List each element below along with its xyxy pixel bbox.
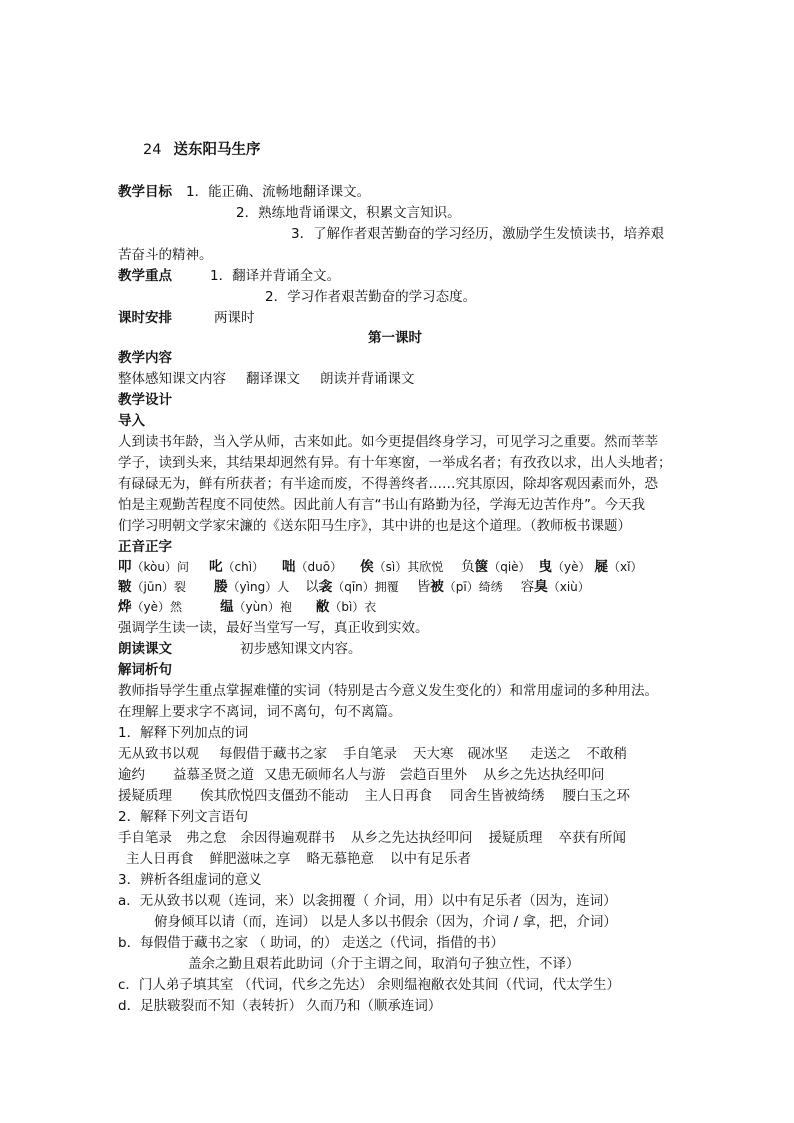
keypoint-1: 1．翻译并背诵全文。 xyxy=(210,268,341,284)
keypoints-label: 教学重点 xyxy=(118,268,172,284)
phrase: 又患无硕师名人与游 xyxy=(264,767,386,783)
phrase: 余因得遍观群书 xyxy=(240,830,335,846)
question-2: 2．解释下列文言语句 xyxy=(118,809,249,825)
pron-item: 屣（xǐ） xyxy=(594,559,643,575)
pron-item: 叩（kòu）问 xyxy=(118,559,189,575)
objectives-label: 教学目标 xyxy=(118,184,172,200)
content-heading: 教学内容 xyxy=(118,350,172,366)
objective-3-cont: 苦奋斗的精神。 xyxy=(118,247,213,263)
design-heading: 教学设计 xyxy=(118,392,172,408)
content-items xyxy=(118,369,415,390)
reading-value: 初步感知课文内容。 xyxy=(240,641,362,657)
phrase: 逾约 xyxy=(118,767,145,783)
pronunciation-row-1 xyxy=(118,557,642,578)
first-lesson-heading: 第一课时 xyxy=(368,330,422,346)
phrase: 援疑质理 xyxy=(118,788,172,804)
phrase: 尝趋百里外 xyxy=(399,767,467,783)
reading-label: 朗读课文 xyxy=(118,641,172,657)
phrase: 俟其欣悦四支僵劲不能动 xyxy=(200,788,349,804)
intro-line: 怕是主观勤苦程度不同使然。因此前人有言“书山有路勤为径，学海无边苦作舟”。今天我 xyxy=(118,497,645,513)
pron-item: 以衾（qīn）拥覆 xyxy=(305,579,399,595)
pron-item: 俟（sì）其欣悦 xyxy=(360,559,444,575)
schedule-label: 课时安排 xyxy=(118,310,172,326)
phrase: 同舍生皆被绮绣 xyxy=(450,788,545,804)
phrase: 手自笔录 xyxy=(343,746,397,762)
question-3: 3．辨析各组虚词的意义 xyxy=(118,872,262,888)
phrase: 主人日再食 xyxy=(126,851,194,867)
pron-item: 叱（chì） xyxy=(208,559,265,575)
phrase: 走送之 xyxy=(530,746,571,762)
phrase: 不敢稍 xyxy=(586,746,627,762)
intro-line: 们学习明朝文学家宋濂的《送东阳马生序》，其中讲的也是这个道理。（教师板书课题） xyxy=(118,518,631,534)
intro-line: 学子，读到头来，其结果却迥然有异。有十年寒窗，一举成名者；有孜孜以求，出人头地者； xyxy=(118,455,672,471)
pron-item: 咄（duō） xyxy=(282,559,343,575)
pronunciation-row-2 xyxy=(118,577,590,598)
analysis-desc-1: 教师指导学生重点掌握难懂的实词（特别是古今意义发生变化的）和常用虚词的多种用法。 xyxy=(118,683,658,699)
phrase: 腰白玉之环 xyxy=(562,788,630,804)
q2-row-2 xyxy=(126,849,471,870)
phrase: 鲜肥滋味之享 xyxy=(209,851,291,867)
pron-item: 皆被（pī）绮绣 xyxy=(416,579,503,595)
content-item: 翻译课文 xyxy=(246,371,300,387)
intro-heading: 导入 xyxy=(118,413,145,429)
pron-item: 缊（yùn）袍 xyxy=(220,599,292,615)
phrase: 略无慕艳意 xyxy=(306,851,374,867)
phrase: 无从致书以观 xyxy=(118,746,199,762)
phrase: 卒获有所闻 xyxy=(558,830,626,846)
question-1: 1．解释下列加点的词 xyxy=(118,725,249,741)
analysis-desc-2: 在理解上要求字不离词，词不离句，句不离篇。 xyxy=(118,704,402,720)
phrase: 每假借于藏书之家 xyxy=(219,746,327,762)
phrase: 弗之怠 xyxy=(186,830,227,846)
lesson-number: 24 xyxy=(143,142,162,158)
q1-row-2 xyxy=(118,765,605,786)
q3-line: 俯身倾耳以请（而，连词） 以是人多以书假余（因为，介词 / 拿，把，介词） xyxy=(154,914,617,930)
phrase: 益慕圣贤之道 xyxy=(173,767,254,783)
pron-item: 烨（yè）然 xyxy=(118,599,182,615)
lesson-title xyxy=(143,140,260,161)
q1-row-3 xyxy=(118,786,630,807)
content-item: 整体感知课文内容 xyxy=(118,371,226,387)
phrase: 从乡之先达执经叩问 xyxy=(483,767,605,783)
phrase: 援疑质理 xyxy=(488,830,543,846)
intro-line: 有碌碌无为，鲜有所获者；有半途而废，不得善终者……究其原因，除却客观因素而外，恐 xyxy=(118,476,658,492)
content-item: 朗读并背诵课文 xyxy=(320,371,415,387)
pronunciation-row-3 xyxy=(118,597,376,618)
intro-line: 人到读书年龄，当入学从师，古来如此。如今更提倡终身学习，可见学习之重要。然而莘莘 xyxy=(118,434,658,450)
q3-line: c．门人弟子填其室 （代词，代乡之先达） 余则缊袍敝衣处其间（代词，代太学生） xyxy=(118,977,621,993)
phrase: 以中有足乐者 xyxy=(390,851,471,867)
pron-item: 敝（bì）衣 xyxy=(315,599,377,615)
phrase: 天大寒 xyxy=(413,746,454,762)
schedule-value: 两课时 xyxy=(214,310,255,326)
pron-item: 媵（yìng）人 xyxy=(214,579,290,595)
q3-line: a．无从致书以观（连词，来）以衾拥覆（ 介词，用）以中有足乐者（因为，连词） xyxy=(118,893,617,909)
objective-3: 3．了解作者艰苦勤奋的学习经历，激励学生发愤读书，培养艰 xyxy=(291,226,665,242)
phrase: 从乡之先达执经叩问 xyxy=(351,830,473,846)
phrase: 砚冰坚 xyxy=(467,746,508,762)
keypoint-2: 2．学习作者艰苦勤奋的学习态度。 xyxy=(265,289,477,305)
q3-line: b．每假借于藏书之家 （ 助词，的） 走送之（代词，指借的书） xyxy=(118,935,504,951)
objective-1: 1．能正确、流畅地翻译课文。 xyxy=(186,184,371,200)
reading-line xyxy=(118,639,362,660)
pron-item: 容臭（xiù） xyxy=(520,579,590,595)
pron-item: 皲（jūn）裂 xyxy=(118,579,187,595)
q3-line: d．足肤皲裂而不知（表转折） 久而乃和（顺承连词） xyxy=(118,998,442,1014)
pron-item: 曳（yè） xyxy=(538,559,591,575)
q2-row-1 xyxy=(118,828,626,849)
pron-item: 负箧（qiè） xyxy=(461,559,531,575)
phrase: 手自笔录 xyxy=(118,830,172,846)
objective-2: 2．熟练地背诵课文，积累文言知识。 xyxy=(236,205,461,221)
analysis-heading: 解词析句 xyxy=(118,662,172,678)
schedule-line xyxy=(118,308,255,329)
pronunciation-heading: 正音正字 xyxy=(118,539,172,555)
phrase: 主人日再食 xyxy=(364,788,432,804)
keypoints-line-1 xyxy=(118,266,340,287)
lesson-title-text: 送东阳马生序 xyxy=(173,142,261,158)
pronunciation-note: 强调学生读一读，最好当堂写一写，真正收到实效。 xyxy=(118,620,429,636)
objectives-line-1 xyxy=(118,182,370,203)
q3-line: 盖余之勤且艰若此助词（介于主谓之间，取消句子独立性，不译） xyxy=(188,956,580,972)
q1-row-1 xyxy=(118,744,627,765)
